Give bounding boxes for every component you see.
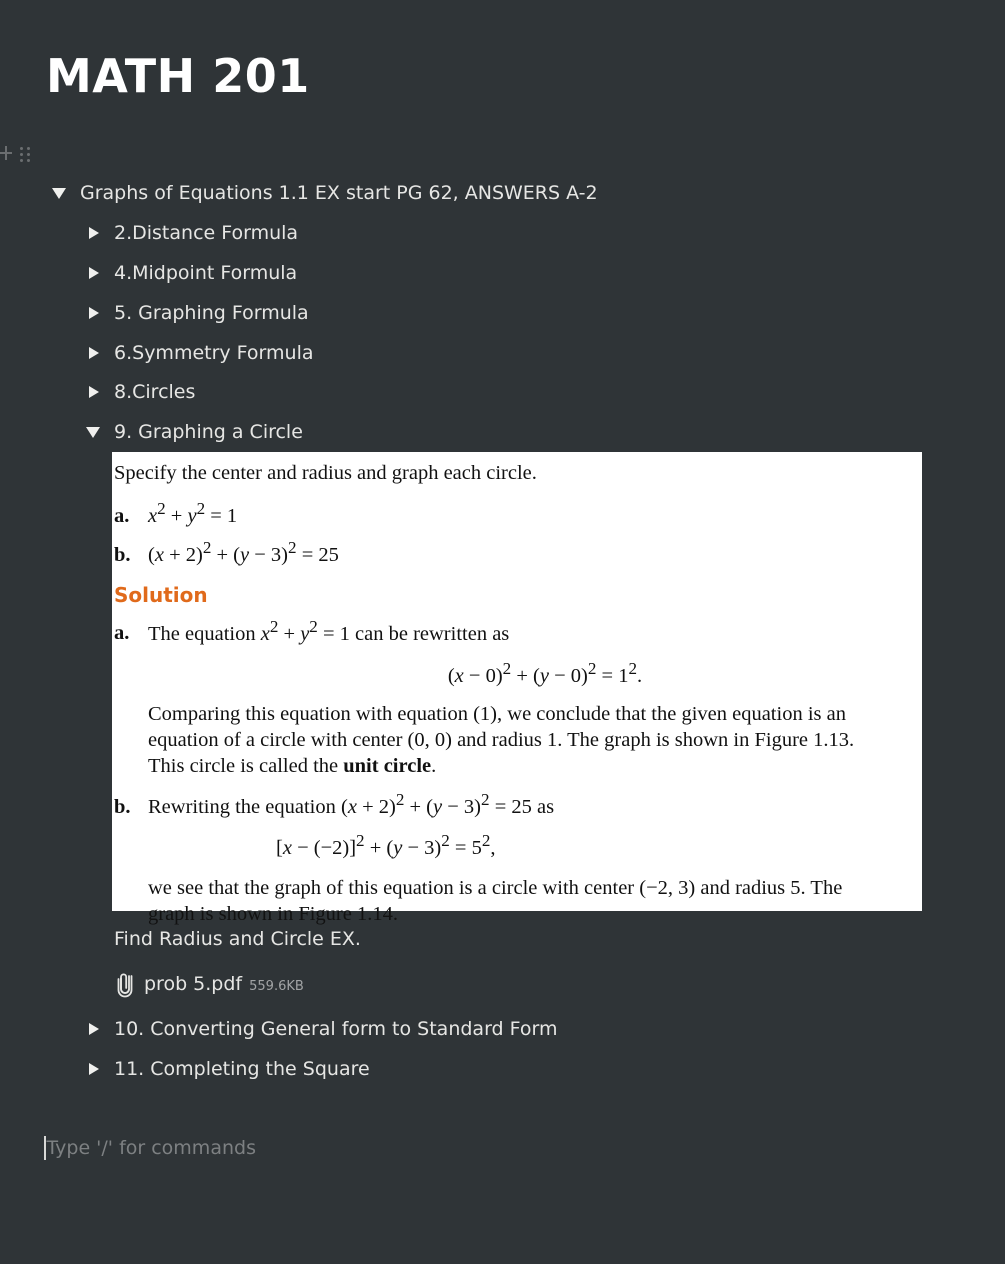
toggle-label: 4.Midpoint Formula <box>114 262 298 284</box>
command-input-placeholder: Type '/' for commands <box>46 1137 256 1159</box>
toggle-collapsed-triangle-icon[interactable] <box>86 266 100 280</box>
toggle-label: 11. Completing the Square <box>114 1058 370 1080</box>
toggle-symmetry-formula[interactable] <box>86 338 314 368</box>
toggle-collapsed-triangle-icon[interactable] <box>86 306 100 320</box>
toggle-label: Graphs of Equations 1.1 EX start PG 62, ANSWERS A-2 <box>80 182 598 204</box>
solution-a-text-3: This circle is called the unit circle. <box>148 755 437 778</box>
toggle-graphs-of-equations[interactable] <box>52 178 598 208</box>
toggle-collapsed-triangle-icon[interactable] <box>86 1062 100 1076</box>
file-attachment[interactable] <box>114 970 304 998</box>
paperclip-icon <box>114 970 136 998</box>
toggle-collapsed-triangle-icon[interactable] <box>86 226 100 240</box>
solution-b-text-2: graph is shown in Figure 1.14. <box>148 902 398 925</box>
part-b-label: b. <box>114 543 131 566</box>
command-input[interactable] <box>44 1134 444 1162</box>
solution-b-intro: b. Rewriting the equation $(x + 2)^2 + (y - 3)^2 = 25$ as <box>114 790 555 819</box>
file-name[interactable]: prob 5.pdf <box>144 973 243 995</box>
text-caret <box>44 1136 46 1160</box>
problem-part-a: a. $x^2 + y^2 = 1$ <box>114 499 238 527</box>
solution-a-text-1: Comparing this equation with equation (1), we conclude that the given equation is an <box>148 703 846 726</box>
toggle-label: 2.Distance Formula <box>114 222 299 244</box>
problem-part-b: b. $(x + 2)^2 + (y - 3)^2 = 25$ <box>114 537 339 566</box>
embedded-textbook-image[interactable] <box>112 452 922 925</box>
toggle-graphing-formula[interactable] <box>86 298 309 328</box>
file-size: 559.6KB <box>249 978 304 994</box>
toggle-collapsed-triangle-icon[interactable] <box>86 1022 100 1036</box>
toggle-circles[interactable] <box>86 377 195 407</box>
toggle-distance-formula[interactable] <box>86 218 298 248</box>
solution-a-intro: a. The equation $x^2 + y^2 = 1$ can be rewritten as <box>114 616 510 645</box>
toggle-expanded-triangle-icon[interactable] <box>52 186 66 200</box>
toggle-label: 5. Graphing Formula <box>114 302 309 324</box>
toggle-converting-general-form[interactable] <box>86 1014 558 1044</box>
toggle-label: 8.Circles <box>114 381 196 403</box>
toggle-collapsed-triangle-icon[interactable] <box>86 346 100 360</box>
solution-heading: Solution <box>114 582 208 607</box>
toggle-collapsed-triangle-icon[interactable] <box>86 385 100 399</box>
note-text[interactable]: Find Radius and Circle EX. <box>114 928 361 950</box>
page-title[interactable]: MATH 201 <box>46 49 310 103</box>
block-handle[interactable] <box>0 143 30 163</box>
toggle-graphing-a-circle[interactable] <box>86 417 303 447</box>
drag-handle-icon[interactable] <box>20 145 30 162</box>
add-block-plus-icon[interactable] <box>0 143 14 163</box>
solution-a-text-2: equation of a circle with center (0, 0) and radius 1. The graph is shown in Figure 1.13. <box>148 729 855 752</box>
toggle-midpoint-formula[interactable] <box>86 258 297 288</box>
toggle-label: 6.Symmetry Formula <box>114 342 314 364</box>
toggle-label: 10. Converting General form to Standard Form <box>114 1018 558 1040</box>
toggle-completing-the-square[interactable] <box>86 1054 370 1084</box>
solution-b-text-1: we see that the graph of this equation is a circle with center (−2, 3) and radius 5. The <box>148 876 843 899</box>
solution-a-equation: $(x - 0)^2 + (y - 0)^2 = 1^2$. <box>447 659 643 688</box>
toggle-label: 9. Graphing a Circle <box>114 421 303 443</box>
problem-prompt: Specify the center and radius and graph each circle. <box>114 462 537 484</box>
part-a-label: a. <box>114 504 130 527</box>
solution-b-equation: $[x - (-2)]^2 + (y - 3)^2 = 5^2$, <box>276 831 496 859</box>
toggle-expanded-triangle-icon[interactable] <box>86 425 100 439</box>
